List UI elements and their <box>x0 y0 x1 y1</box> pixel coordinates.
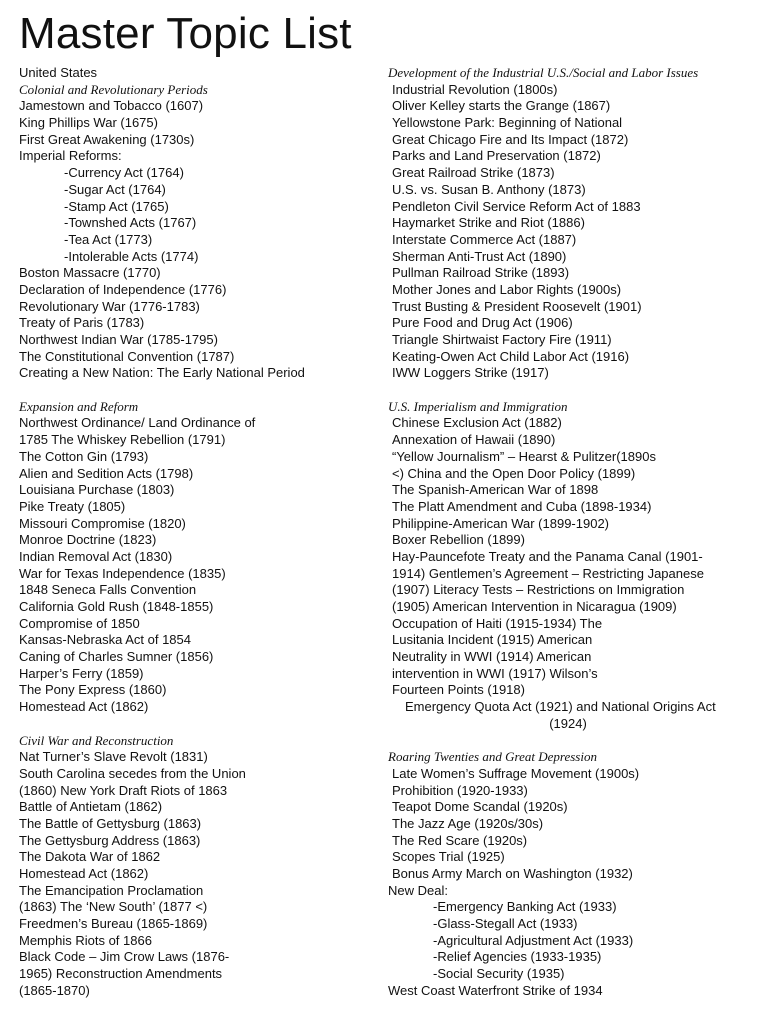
topic-item: War for Texas Independence (1835) <box>19 565 226 581</box>
topic-item: Chinese Exclusion Act (1882) <box>392 415 562 431</box>
sub-topic-item: -Emergency Banking Act (1933) <box>433 899 617 915</box>
topic-item: Treaty of Paris (1783) <box>19 315 145 331</box>
topic-item: The Constitutional Convention (1787) <box>19 348 235 364</box>
topic-item: (1907) Literacy Tests – Restrictions on Immigration <box>392 582 685 598</box>
sub-topic-item: -Townshed Acts (1767) <box>64 215 197 231</box>
section-heading: Development of the Industrial U.S./Social and Labor Issues <box>388 65 699 80</box>
topic-item: Alien and Sedition Acts (1798) <box>19 465 194 481</box>
topic-item: Pullman Railroad Strike (1893) <box>392 265 570 281</box>
topic-item: Mother Jones and Labor Rights (1900s) <box>392 281 622 297</box>
topic-item: The Spanish-American War of 1898 <box>392 482 599 498</box>
topic-item: Boxer Rebellion (1899) <box>392 532 525 548</box>
topic-item: Great Railroad Strike (1873) <box>392 165 555 181</box>
topic-item: Neutrality in WWI (1914) American <box>392 649 592 665</box>
section-heading: Civil War and Reconstruction <box>19 732 174 748</box>
topic-item: New Deal: <box>388 882 448 898</box>
section-heading: U.S. Imperialism and Immigration <box>388 398 568 414</box>
sub-topic-item: -Currency Act (1764) <box>64 165 184 181</box>
sub-topic-item: -Sugar Act (1764) <box>64 181 166 197</box>
topic-item: Freedmen’s Bureau (1865-1869) <box>19 916 208 932</box>
topic-item: Fourteen Points (1918) <box>392 682 525 698</box>
topic-item: Scopes Trial (1925) <box>392 849 505 865</box>
section-heading: Expansion and Reform <box>19 398 139 414</box>
topic-item: Interstate Commerce Act (1887) <box>392 231 577 247</box>
topic-item: Pendleton Civil Service Reform Act of 1883 <box>392 198 641 214</box>
topic-item: 1785 The Whiskey Rebellion (1791) <box>19 432 226 448</box>
topic-item: Boston Massacre (1770) <box>19 265 161 281</box>
topic-item: 1914) Gentlemen’s Agreement – Restricting Japanese <box>392 565 704 581</box>
topic-item: Hay-Pauncefote Treaty and the Panama Canal (1901- <box>392 548 703 564</box>
topic-item: Creating a New Nation: The Early National Period <box>19 365 305 381</box>
topic-item: Black Code – Jim Crow Laws (1876- <box>19 949 230 965</box>
sub-topic-item: -Glass-Stegall Act (1933) <box>433 916 578 932</box>
topic-item: Indian Removal Act (1830) <box>19 548 173 564</box>
topic-item: “Yellow Journalism” – Hearst & Pulitzer(1890s <box>392 448 656 464</box>
topic-item: Teapot Dome Scandal (1920s) <box>392 799 568 815</box>
sub-topic-item: -Relief Agencies (1933-1935) <box>433 949 602 965</box>
topic-item: Lusitania Incident (1915) American <box>392 632 593 648</box>
topic-item: Occupation of Haiti (1915-1934) The <box>392 615 603 631</box>
topic-item: Oliver Kelley starts the Grange (1867) <box>392 98 611 114</box>
topic-item: Triangle Shirtwaist Factory Fire (1911) <box>392 332 612 347</box>
topic-item: Annexation of Hawaii (1890) <box>392 432 556 448</box>
sub-topic-item: -Agricultural Adjustment Act (1933) <box>433 932 634 948</box>
topic-item: Revolutionary War (1776-1783) <box>19 298 200 314</box>
topic-item: Memphis Riots of 1866 <box>19 932 152 948</box>
topic-item: Sherman Anti-Trust Act (1890) <box>392 248 567 264</box>
topic-item: (1863) The ‘New South’ (1877 <) <box>19 899 208 915</box>
page-title: Master Topic List <box>19 9 352 58</box>
topic-item: Monroe Doctrine (1823) <box>19 532 157 548</box>
section-heading: Roaring Twenties and Great Depression <box>388 749 597 765</box>
topic-item: Yellowstone Park: Beginning of National <box>392 115 623 131</box>
topic-item: Pure Food and Drug Act (1906) <box>392 315 573 331</box>
topic-item: United States <box>19 65 98 80</box>
sub-topic-item: -Intolerable Acts (1774) <box>64 248 199 264</box>
topic-item: Haymarket Strike and Riot (1886) <box>392 215 585 231</box>
topic-item: Philippine-American War (1899-1902) <box>392 515 610 531</box>
topic-item: (1905) American Intervention in Nicaragua (1909) <box>392 599 677 614</box>
topic-item: Prohibition (1920-1933) <box>392 782 528 798</box>
topic-item: Trust Busting & President Roosevelt (1901) <box>392 298 642 314</box>
topic-item: Northwest Indian War (1785-1795) <box>19 332 218 347</box>
topic-item: California Gold Rush (1848-1855) <box>19 599 214 614</box>
section-heading: Colonial and Revolutionary Periods <box>19 81 208 97</box>
topic-item: The Red Scare (1920s) <box>392 832 528 848</box>
topic-item: Jamestown and Tobacco (1607) <box>19 98 204 114</box>
topic-item: The Dakota War of 1862 <box>19 849 161 865</box>
topic-item: IWW Loggers Strike (1917) <box>392 365 549 381</box>
topic-item: (1924) <box>549 715 587 731</box>
spacer <box>19 716 369 733</box>
topic-item: Parks and Land Preservation (1872) <box>392 148 601 164</box>
topic-item: The Gettysburg Address (1863) <box>19 832 201 848</box>
topic-item: Industrial Revolution (1800s) <box>392 81 558 97</box>
topic-item: The Pony Express (1860) <box>19 682 167 698</box>
topic-item: Declaration of Independence (1776) <box>19 281 227 297</box>
sub-topic-item: -Stamp Act (1765) <box>64 198 169 214</box>
topic-item: First Great Awakening (1730s) <box>19 131 195 147</box>
topic-item: Compromise of 1850 <box>19 615 140 631</box>
topic-item: Keating-Owen Act Child Labor Act (1916) <box>392 348 630 364</box>
sub-topic-item: -Tea Act (1773) <box>64 231 153 247</box>
topic-item: Emergency Quota Act (1921) and National Origins Act <box>405 699 716 715</box>
topic-item: Bonus Army March on Washington (1932) <box>392 866 633 881</box>
topic-item: West Coast Waterfront Strike of 1934 <box>388 982 603 998</box>
topic-item: The Emancipation Proclamation <box>19 882 204 898</box>
topic-item: King Phillips War (1675) <box>19 115 158 131</box>
topic-item: Homestead Act (1862) <box>19 866 149 881</box>
topic-item: Late Women’s Suffrage Movement (1900s) <box>392 765 640 781</box>
topic-item: Great Chicago Fire and Its Impact (1872) <box>392 131 629 147</box>
topic-item: Kansas-Nebraska Act of 1854 <box>19 632 191 648</box>
topic-item: The Platt Amendment and Cuba (1898-1934) <box>392 498 652 514</box>
topic-item: 1965) Reconstruction Amendments <box>19 966 223 982</box>
left-column <box>19 65 369 1000</box>
topic-item: Imperial Reforms: <box>19 148 122 164</box>
topic-item: South Carolina secedes from the Union <box>19 765 246 781</box>
topic-item: Nat Turner’s Slave Revolt (1831) <box>19 749 208 765</box>
topic-item: <) China and the Open Door Policy (1899) <box>392 465 636 481</box>
topic-item: Battle of Antietam (1862) <box>19 799 163 815</box>
topic-item: Homestead Act (1862) <box>19 699 149 715</box>
topic-item: The Cotton Gin (1793) <box>19 448 149 464</box>
topic-item: The Battle of Gettysburg (1863) <box>19 815 202 831</box>
topic-item: (1860) New York Draft Riots of 1863 <box>19 782 228 798</box>
topic-item: Missouri Compromise (1820) <box>19 515 186 531</box>
topic-item: Louisiana Purchase (1803) <box>19 482 175 498</box>
right-column <box>388 65 758 1000</box>
spacer <box>388 733 758 750</box>
topic-item: 1848 Seneca Falls Convention <box>19 582 197 598</box>
spacer <box>19 382 369 399</box>
topic-item: (1865-1870) <box>19 982 90 998</box>
topic-item: Pike Treaty (1805) <box>19 498 126 514</box>
topic-item: Northwest Ordinance/ Land Ordinance of <box>19 415 256 431</box>
spacer <box>388 382 758 399</box>
topic-item: The Jazz Age (1920s/30s) <box>392 815 544 831</box>
sub-topic-item: -Social Security (1935) <box>433 966 565 982</box>
topic-item: Harper’s Ferry (1859) <box>19 665 144 681</box>
topic-item: U.S. vs. Susan B. Anthony (1873) <box>392 181 586 197</box>
topic-item: intervention in WWI (1917) Wilson’s <box>392 665 598 681</box>
topic-item: Caning of Charles Sumner (1856) <box>19 649 214 665</box>
